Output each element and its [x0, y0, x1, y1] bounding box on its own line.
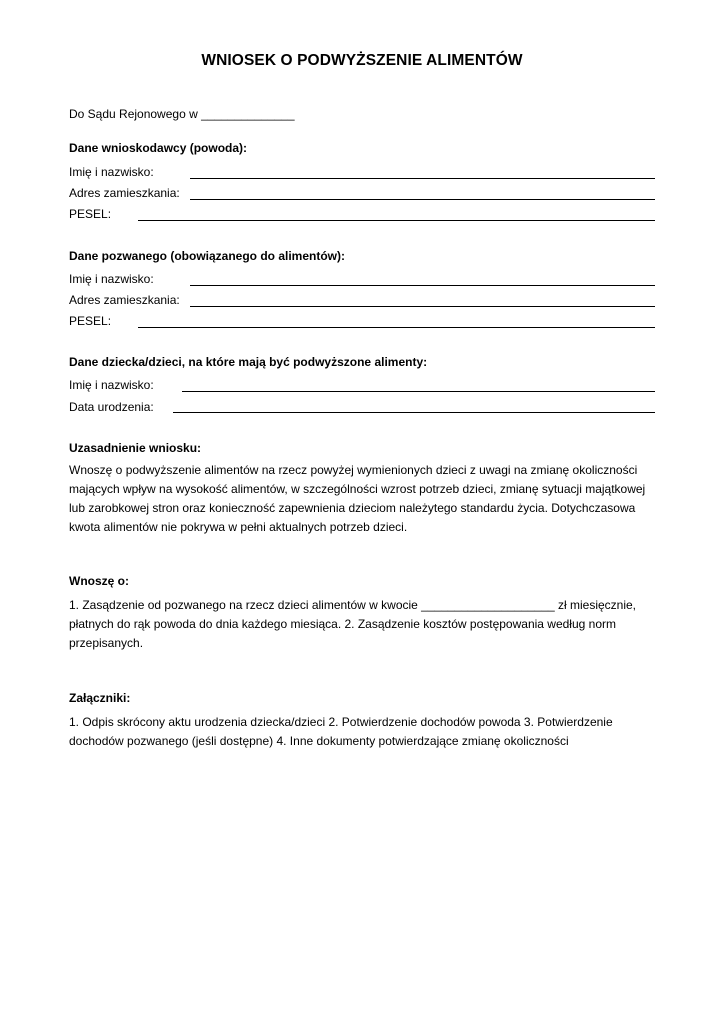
child-name-label: Imię i nazwisko: — [69, 378, 154, 392]
plaintiff-pesel-label: PESEL: — [69, 207, 112, 221]
attachments-line: 1. Odpis skrócony aktu urodzenia dziecka/dzieci 2. Potwierdzenie dochodów powoda 3. Potwierdzenie — [69, 715, 613, 729]
requests-text — [69, 596, 669, 653]
plaintiff-pesel-field[interactable] — [138, 220, 655, 221]
document-title: WNIOSEK O PODWYŻSZENIE ALIMENTÓW — [201, 52, 523, 69]
justification-heading: Uzasadnienie wniosku: — [69, 441, 202, 455]
attachments-line: dochodów pozwanego (jeśli dostępne) 4. Inne dokumenty potwierdzające zmianę okoliczności — [69, 734, 569, 748]
justification-line: lub zarobkowej stron oraz konieczność zapewnienia dzieciom należytego standardu życia. Dotychczasowa — [69, 501, 636, 515]
plaintiff-heading: Dane wnioskodawcy (powoda): — [69, 141, 248, 155]
defendant-heading: Dane pozwanego (obowiązanego do alimentów): — [69, 249, 346, 263]
child-name-field[interactable] — [182, 391, 655, 392]
defendant-address-label: Adres zamieszkania: — [69, 293, 180, 307]
plaintiff-address-label: Adres zamieszkania: — [69, 186, 180, 200]
defendant-name-label: Imię i nazwisko: — [69, 272, 154, 286]
attachments-text — [69, 713, 669, 751]
requests-heading: Wnoszę o: — [69, 574, 129, 588]
justification-line: kwota alimentów nie pokrywa w pełni aktualnych potrzeb dzieci. — [69, 520, 408, 534]
defendant-pesel-field[interactable] — [138, 327, 655, 328]
attachments-heading: Załączniki: — [69, 691, 131, 705]
defendant-name-field[interactable] — [190, 285, 655, 286]
child-dob-label: Data urodzenia: — [69, 400, 154, 414]
plaintiff-name-label: Imię i nazwisko: — [69, 165, 154, 179]
defendant-pesel-label: PESEL: — [69, 314, 112, 328]
children-heading: Dane dziecka/dzieci, na które mają być podwyższone alimenty: — [69, 355, 428, 369]
defendant-address-field[interactable] — [190, 306, 655, 307]
plaintiff-name-field[interactable] — [190, 178, 655, 179]
requests-line: 1. Zasądzenie od pozwanego na rzecz dzieci alimentów w kwocie ____________________ zł miesięcznie, — [69, 598, 637, 612]
plaintiff-address-field[interactable] — [190, 199, 655, 200]
requests-line: płatnych do rąk powoda do dnia każdego miesiąca. 2. Zasądzenie kosztów postępowania według norm — [69, 617, 616, 631]
justification-line: mających wpływ na wysokość alimentów, w szczególności wzrost potrzeb dzieci, zmianę sytuacji majątkowej — [69, 482, 646, 496]
child-dob-field[interactable] — [173, 412, 655, 413]
justification-text — [69, 461, 669, 537]
requests-line: przepisanych. — [69, 636, 144, 650]
court-line: Do Sądu Rejonowego w ______________ — [69, 107, 295, 121]
justification-line: Wnoszę o podwyższenie alimentów na rzecz powyżej wymienionych dzieci z uwagi na zmianę okoliczności — [69, 463, 638, 477]
